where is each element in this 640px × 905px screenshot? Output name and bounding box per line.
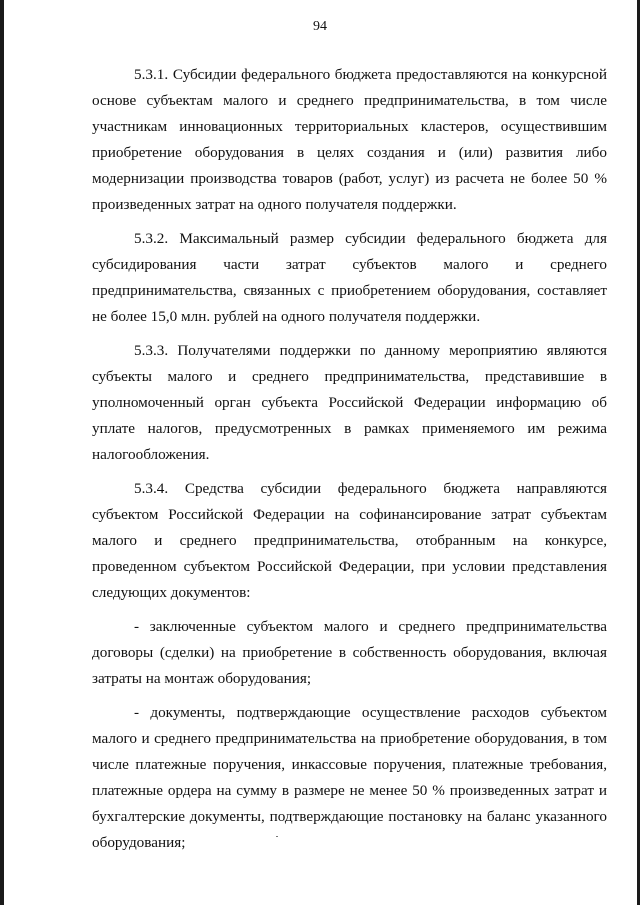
- paragraph-5-3-2: 5.3.2. Максимальный размер субсидии федерального бюджета для субсидирования части затрат субъектов малого и среднего предпринимательства, связанных с приобретением оборудования, составляет не более 15,0 млн. рублей на одного получателя поддержки.: [92, 230, 607, 325]
- scan-edge-left: [0, 0, 4, 905]
- paragraph-5-3-4: 5.3.4. Средства субсидии федерального бюджета направляются субъектом Российской Федерации на софинансирование затрат субъектам малого и среднего предпринимательства, отобранным на конкурсе, проведенном субъектом Российской Федерации, при условии представления следующих документов:: [92, 480, 607, 601]
- list-item-documents: - документы, подтверждающие осуществление расходов субъектом малого и среднего предпринимательства на приобретение оборудования, в том числе платежные поручения, инкассовые поручения, платежные требования, платежные ордера на сумму в размере не менее 50 % произведенных затрат и бухгалтерские документы, подтверждающие постановку на баланс указанного оборудования;: [92, 704, 607, 851]
- list-item-contracts: - заключенные субъектом малого и среднего предпринимательства договоры (сделки) на приобретение в собственность оборудования, включая затраты на монтаж оборудования;: [92, 618, 607, 687]
- document-body: [92, 62, 607, 864]
- page-number: 94: [313, 19, 327, 34]
- paragraph-5-3-3: 5.3.3. Получателями поддержки по данному мероприятию являются субъекты малого и среднего предпринимательства, представившие в уполномоченный орган субъекта Российской Федерации информацию об уплате налогов, предусмотренных в рамках применяемого им режима налогообложения.: [92, 342, 607, 463]
- paragraph-5-3-1: 5.3.1. Субсидии федерального бюджета предоставляются на конкурсной основе субъектам малого и среднего предпринимательства, в том числе участникам инновационных территориальных кластеров, осуществившим приобретение оборудования в целях создания и (или) развития либо модернизации производства товаров (работ, услуг) из расчета не более 50 % произведенных затрат на одного получателя поддержки.: [92, 66, 607, 213]
- scan-speck: [276, 836, 278, 837]
